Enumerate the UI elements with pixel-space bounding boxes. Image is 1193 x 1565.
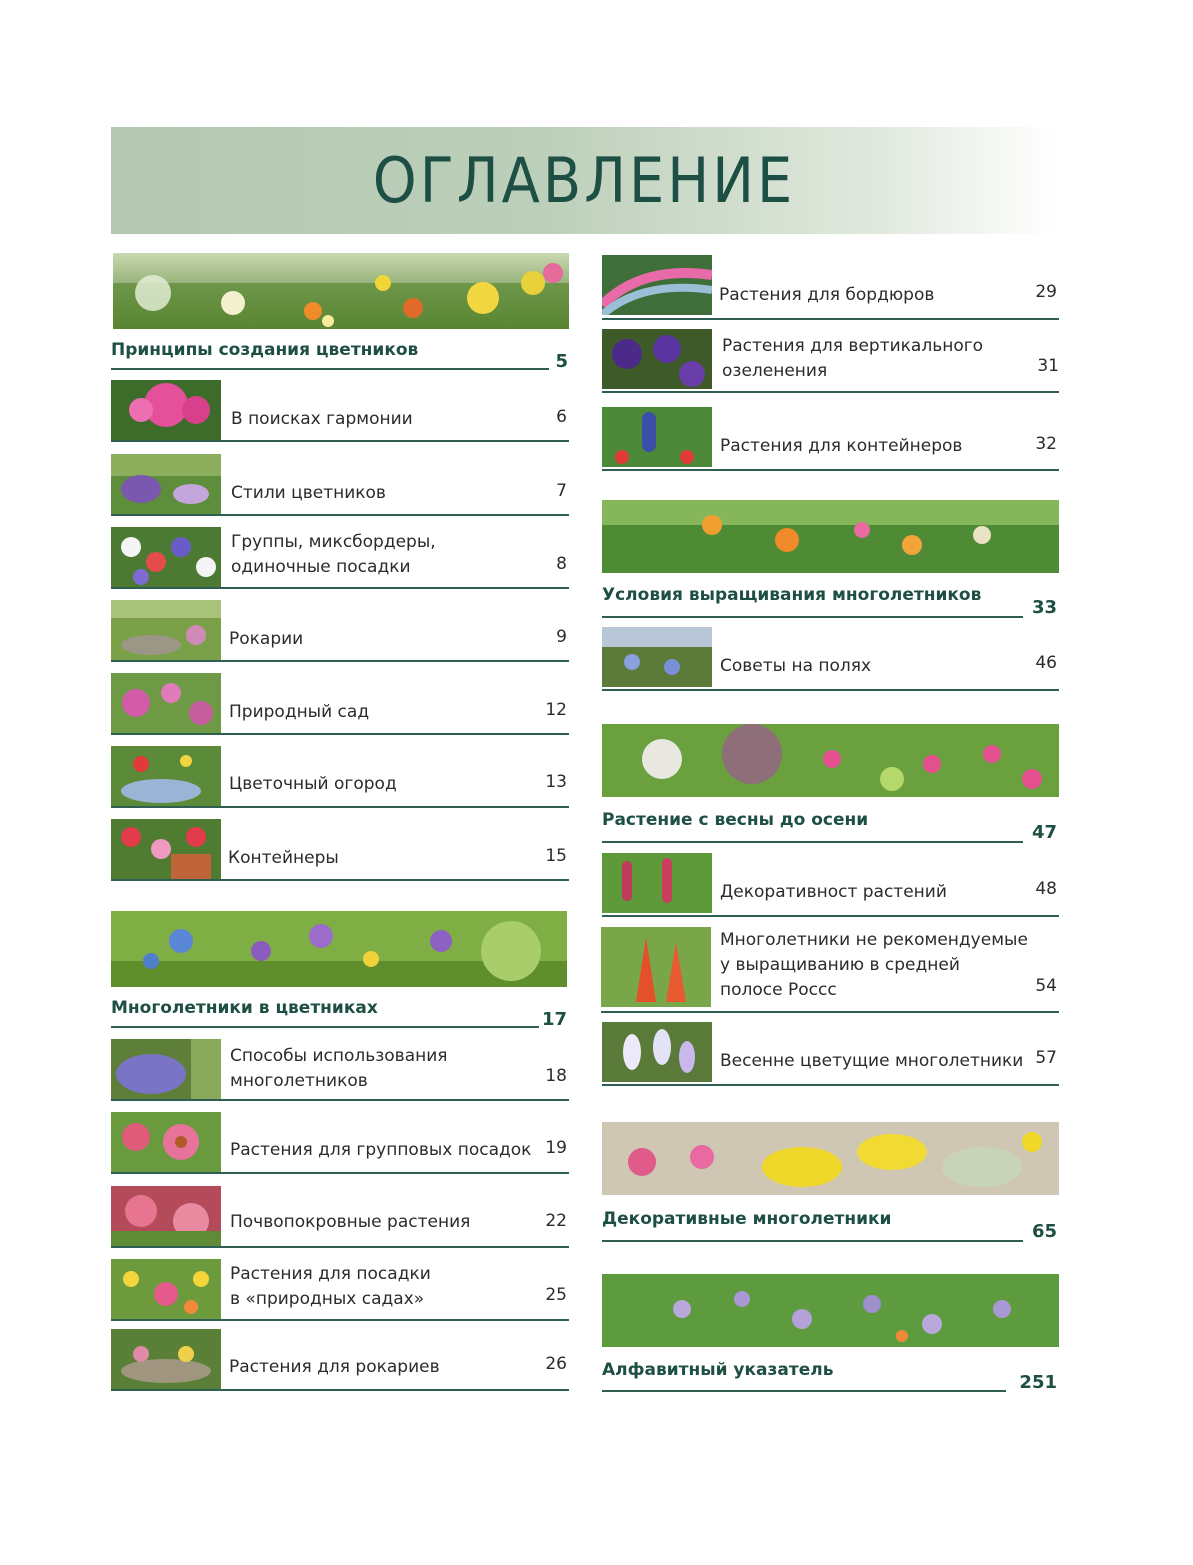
toc-item[interactable]: [602, 1022, 1059, 1086]
toc-item-label: Растения для посадки в «природных садах»: [230, 1264, 431, 1309]
toc-item-page: 57: [1035, 1048, 1057, 1068]
toc-item[interactable]: [111, 819, 569, 881]
item-rule: [602, 915, 1059, 917]
toc-item-page: 15: [545, 846, 567, 866]
page-title: ОГЛАВЛЕНИЕ: [372, 144, 796, 217]
toc-item[interactable]: [602, 627, 1059, 691]
toc-item-label: Стили цветников: [231, 483, 386, 503]
catmint-photo: [111, 1039, 221, 1099]
item-rule: [602, 391, 1059, 393]
section-banner-perennials: [111, 911, 567, 987]
toc-item-page: 29: [1035, 282, 1057, 302]
toc-item-label: Способы использования многолетников: [230, 1046, 448, 1091]
section-rule: [602, 1240, 1023, 1242]
salvia-bed-photo: [111, 454, 221, 514]
toc-item[interactable]: [111, 1039, 569, 1101]
mixborder-photo: [111, 527, 221, 587]
toc-item[interactable]: [111, 1259, 569, 1321]
kniphofia-photo: [601, 927, 711, 1007]
flower-vegetable-garden-photo: [111, 746, 221, 806]
item-rule: [111, 1389, 569, 1391]
muscari-container-photo: [602, 407, 712, 467]
section-rule: [111, 1026, 539, 1028]
toc-item-page: 9: [556, 627, 567, 647]
toc-item-label: Растения для рокариев: [229, 1357, 440, 1377]
echinacea-photo: [111, 1112, 221, 1172]
item-rule: [111, 1319, 569, 1321]
section-banner-seasons: [602, 724, 1059, 797]
item-rule: [111, 1246, 569, 1248]
section-rule: [602, 1390, 1006, 1392]
item-rule: [111, 514, 569, 516]
item-rule: [602, 469, 1059, 471]
section-page-number[interactable]: 33: [1031, 597, 1057, 618]
toc-item-page: 19: [545, 1138, 567, 1158]
lavender-field-photo: [602, 1274, 1059, 1347]
toc-item[interactable]: [111, 1112, 569, 1174]
rockery-photo: [111, 600, 221, 660]
persicaria-photo: [602, 853, 712, 913]
toc-item-label: Растения для бордюров: [719, 285, 935, 305]
toc-item-page: 8: [556, 554, 567, 574]
toc-item[interactable]: [602, 255, 1059, 320]
section-page-number[interactable]: 65: [1031, 1221, 1057, 1242]
toc-item[interactable]: [111, 746, 569, 808]
toc-item-label: Контейнеры: [228, 848, 339, 868]
toc-item[interactable]: [111, 600, 569, 662]
sedum-rock-photo: [602, 1122, 1059, 1195]
toc-item-label: Группы, миксбордеры, одиночные посадки: [231, 532, 436, 577]
toc-item[interactable]: [111, 454, 569, 516]
toc-item-label: Советы на полях: [720, 656, 872, 676]
section-title[interactable]: Принципы создания цветников: [111, 340, 419, 360]
item-rule: [111, 806, 569, 808]
section-banner-principles: [113, 253, 569, 329]
toc-item[interactable]: [111, 673, 569, 735]
toc-item[interactable]: [111, 1186, 569, 1248]
section-banner-index: [602, 1274, 1059, 1347]
toc-item-page: 25: [545, 1285, 567, 1305]
toc-item-page: 26: [545, 1354, 567, 1374]
section-page-number[interactable]: 5: [555, 351, 568, 372]
rock-garden-photo: [111, 1329, 221, 1389]
toc-item[interactable]: [111, 1329, 569, 1391]
item-rule: [602, 318, 1059, 320]
natural-garden-photo: [111, 673, 221, 733]
pink-azalea-photo: [111, 380, 221, 440]
section-rule: [602, 616, 1023, 618]
item-rule: [111, 879, 569, 881]
toc-item-label: Растения для контейнеров: [720, 436, 963, 456]
clematis-photo: [602, 329, 712, 389]
item-rule: [111, 440, 569, 442]
toc-item-page: 54: [1035, 976, 1057, 996]
section-banner-conditions: [602, 500, 1059, 573]
section-banner-decorative: [602, 1122, 1059, 1195]
scilla-photo: [602, 627, 712, 687]
container-pelargonium-photo: [111, 819, 221, 879]
item-rule: [111, 733, 569, 735]
section-title[interactable]: Декоративные многолетники: [602, 1209, 892, 1229]
lavender-meadow-photo: [111, 911, 567, 987]
heuchera-dianthus-photo: [602, 724, 1059, 797]
garden-flowers-photo: [113, 253, 569, 329]
toc-item[interactable]: [111, 380, 569, 442]
section-page-number[interactable]: 17: [541, 1009, 567, 1030]
wild-garden-photo: [111, 1259, 221, 1319]
section-title[interactable]: Многолетники в цветниках: [111, 998, 378, 1018]
toc-item-label: Почвопокровные растения: [230, 1212, 471, 1232]
item-rule: [111, 1172, 569, 1174]
toc-item[interactable]: [602, 853, 1059, 917]
item-rule: [602, 689, 1059, 691]
toc-item[interactable]: [602, 329, 1059, 393]
item-rule: [601, 1011, 1059, 1013]
toc-item-page: 32: [1035, 434, 1057, 454]
toc-item-label: Многолетники не рекомендуемые у выращиванию в средней полосе Россс: [720, 930, 1028, 1000]
toc-item-label: Природный сад: [229, 702, 370, 722]
section-title[interactable]: Условия выращивания многолетников: [602, 585, 982, 605]
toc-item-label: Весенне цветущие многолетники: [720, 1051, 1024, 1071]
toc-item-page: 22: [545, 1211, 567, 1231]
section-title[interactable]: Растение с весны до осени: [602, 810, 869, 830]
toc-item-label: Растения для групповых посадок: [230, 1140, 532, 1160]
item-rule: [111, 1099, 569, 1101]
groundcover-photo: [111, 1186, 221, 1246]
border-flowers-photo: [602, 255, 712, 315]
toc-item-page: 7: [556, 481, 567, 501]
section-rule: [111, 368, 549, 370]
toc-item-page: 18: [545, 1066, 567, 1086]
toc-item-page: 13: [545, 772, 567, 792]
item-rule: [111, 660, 569, 662]
toc-item-page: 46: [1035, 653, 1057, 673]
perennial-border-photo: [602, 500, 1059, 573]
section-rule: [602, 841, 1023, 843]
section-title[interactable]: Алфавитный указатель: [602, 1360, 834, 1380]
toc-item-page: 31: [1037, 356, 1059, 376]
toc-item-label: В поисках гармонии: [231, 409, 413, 429]
item-rule: [602, 1084, 1059, 1086]
toc-item-page: 48: [1035, 879, 1057, 899]
item-rule: [111, 587, 569, 589]
toc-item-page: 6: [556, 407, 567, 427]
toc-item-label: Цветочный огород: [229, 774, 397, 794]
toc-item-page: 12: [545, 700, 567, 720]
toc-item[interactable]: [601, 927, 1059, 1013]
toc-item[interactable]: [111, 527, 569, 589]
section-page-number[interactable]: 251: [1019, 1372, 1057, 1393]
toc-item-label: Декоративност растений: [720, 882, 947, 902]
toc-item[interactable]: [602, 407, 1059, 471]
section-page-number[interactable]: 47: [1031, 822, 1057, 843]
crocus-photo: [602, 1022, 712, 1082]
toc-item-label: Растения для вертикального озеленения: [722, 336, 984, 381]
toc-item-label: Рокарии: [229, 629, 304, 649]
